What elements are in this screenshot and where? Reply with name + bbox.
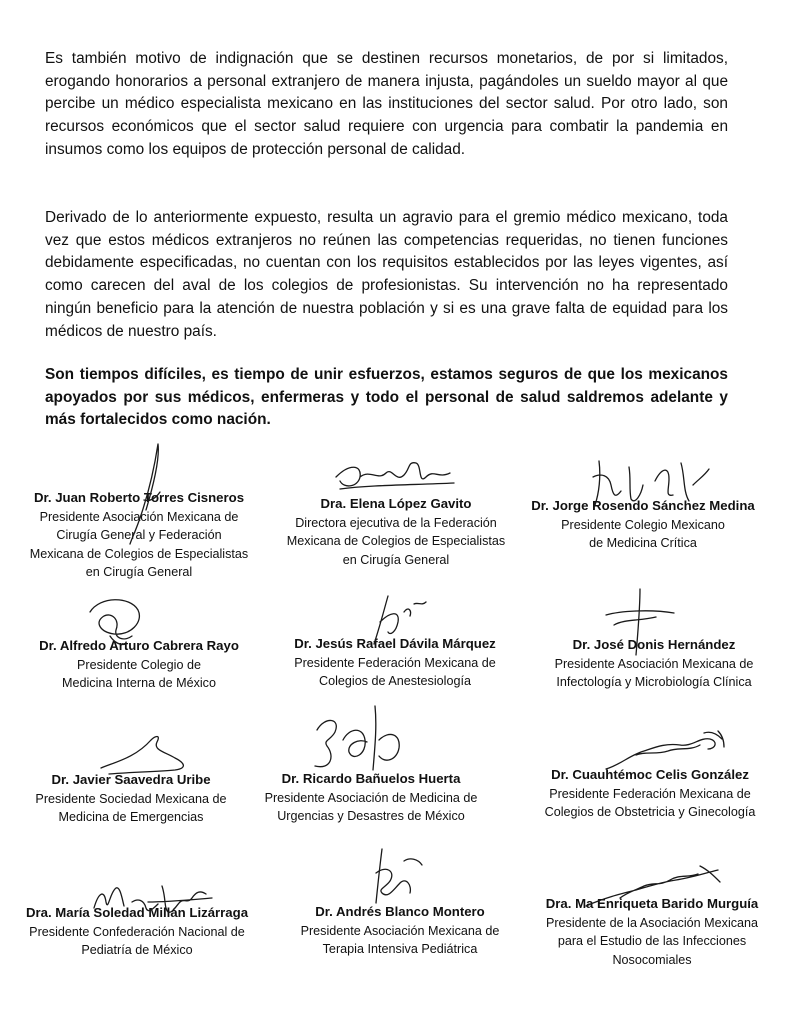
signatory-role-line: Terapia Intensiva Pediátrica	[322, 942, 478, 956]
signatory-role-line: Presidente Asociación de Medicina de	[264, 790, 478, 805]
signatory-block	[523, 636, 785, 692]
signatory-role-line: Medicina de Emergencias	[58, 810, 204, 824]
signatory-role-line: Medicina Interna de México	[61, 676, 216, 690]
paragraph-closing-bold: Son tiempos difíciles, es tiempo de unir esfuerzos, estamos seguros de que los mexicanos apoyados por sus médicos, enfermeras y todo el personal de salud saldremos adelante y más fortalecidos como nación.	[45, 366, 728, 429]
paragraph-grievance: Derivado de lo anteriormente expuesto, resulta un agravio para el gremio médico mexicano, toda vez que estos médicos extranjeros no reúnen las competencias requeridas, no tienen funciones debidamente especificadas, no cuentan con los requisitos establecidos por las leyes vigentes, así como carecen del aval de los colegios de profesionistas. Su intervención no ha representado ningún beneficio para la atención de nuestra población y si es una grave falta de equidad para los médicos de nuestro país.	[45, 209, 728, 340]
signatory-name: Dr. Ricardo Bañuelos Huerta	[281, 771, 461, 786]
signatory-name: Dr. Juan Roberto Torres Cisneros	[33, 490, 245, 505]
signatory-name: Dr. Jorge Rosendo Sánchez Medina	[531, 498, 755, 513]
signatory-role-line: Cirugía General y Federación	[56, 528, 222, 542]
signatory-role-line: Presidente Asociación Mexicana de	[300, 923, 500, 938]
signatory-role-line: Directora ejecutiva de la Federación	[295, 515, 497, 530]
signatory-role-line: Mexicana de Colegios de Especialistas	[29, 546, 249, 561]
signatory-role-line: en Cirugía General	[85, 565, 193, 579]
signatory-role-line: Presidente Federación Mexicana de	[549, 786, 751, 801]
signatory-block	[516, 766, 784, 822]
handwritten-signature	[330, 455, 460, 500]
signatory-name: Dr. Javier Saavedra Uribe	[51, 772, 211, 787]
signatory-role-line: Mexicana de Colegios de Especialistas	[286, 534, 506, 548]
signatory-block	[512, 497, 774, 553]
signatory-role-line: Infectología y Microbiología Clínica	[556, 675, 752, 689]
signatory-name: Dr. Alfredo Arturo Cabrera Rayo	[39, 638, 239, 653]
signatory-block	[275, 903, 525, 959]
signatory-role-line: Urgencias y Desastres de México	[277, 809, 465, 823]
signatory-block	[8, 489, 270, 582]
signatory-name: Dra. Elena López Gavito	[320, 496, 472, 511]
signatory-name: Dr. Andrés Blanco Montero	[315, 904, 485, 919]
signatory-role-line: en Cirugía General	[342, 552, 450, 567]
signatory-block	[270, 495, 522, 569]
signatory-block	[0, 771, 262, 827]
signatory-role-line: Presidente Federación Mexicana de	[294, 655, 496, 670]
signatory-role-line: de Medicina Crítica	[589, 536, 697, 550]
signatory-role-line: Presidente Confederación Nacional de	[29, 924, 245, 939]
signatory-role-line: Colegios de Anestesiología	[319, 674, 471, 688]
signatory-name: Dr. José Donis Hernández	[572, 637, 736, 652]
signatory-name: Dra. María Soledad Millán Lizárraga	[25, 905, 249, 920]
paragraph-indignation: Es también motivo de indignación que se destinen recursos monetarios, de por si limitados, erogando honorarios a personal extranjero de manera injusta, pagándoles un sueldo mayor al que percibe un médico especialista mexicano en las instituciones del sector salud. Por otro lado, son recursos económicos que el sector salud requiere con urgencia para combatir la pandemia en insumos como los equipos de protección personal de calidad.	[45, 50, 728, 158]
signatory-block	[0, 904, 274, 960]
signatory-block	[521, 895, 783, 969]
signatory-role-line: Presidente Colegio Mexicano	[561, 517, 725, 532]
handwritten-signature	[305, 700, 415, 780]
signatory-role-line: Presidente Asociación Mexicana de	[39, 509, 239, 524]
signatory-block	[8, 637, 270, 693]
signatory-role-line: Colegios de Obstetricia y Ginecología	[544, 805, 756, 819]
signatory-role-line: Nosocomiales	[612, 952, 692, 967]
signatory-role-line: Presidente Asociación Mexicana de	[554, 656, 754, 671]
signatory-role-line: Pediatría de México	[81, 943, 193, 957]
signatory-role-line: Presidente Sociedad Mexicana de	[35, 791, 227, 806]
signatory-role-line: para el Estudio de las Infecciones	[557, 934, 747, 948]
signatory-role-line: Presidente de la Asociación Mexicana	[545, 915, 759, 930]
signatory-name: Dra. Ma Enriqueta Barido Murguía	[545, 896, 759, 911]
signatory-name: Dr. Jesús Rafael Dávila Márquez	[294, 636, 496, 651]
signatory-block	[244, 770, 498, 826]
signatory-role-line: Presidente Colegio de	[77, 657, 201, 672]
signatory-name: Dr. Cuauhtémoc Celis González	[551, 767, 749, 782]
signatory-block	[260, 635, 530, 691]
